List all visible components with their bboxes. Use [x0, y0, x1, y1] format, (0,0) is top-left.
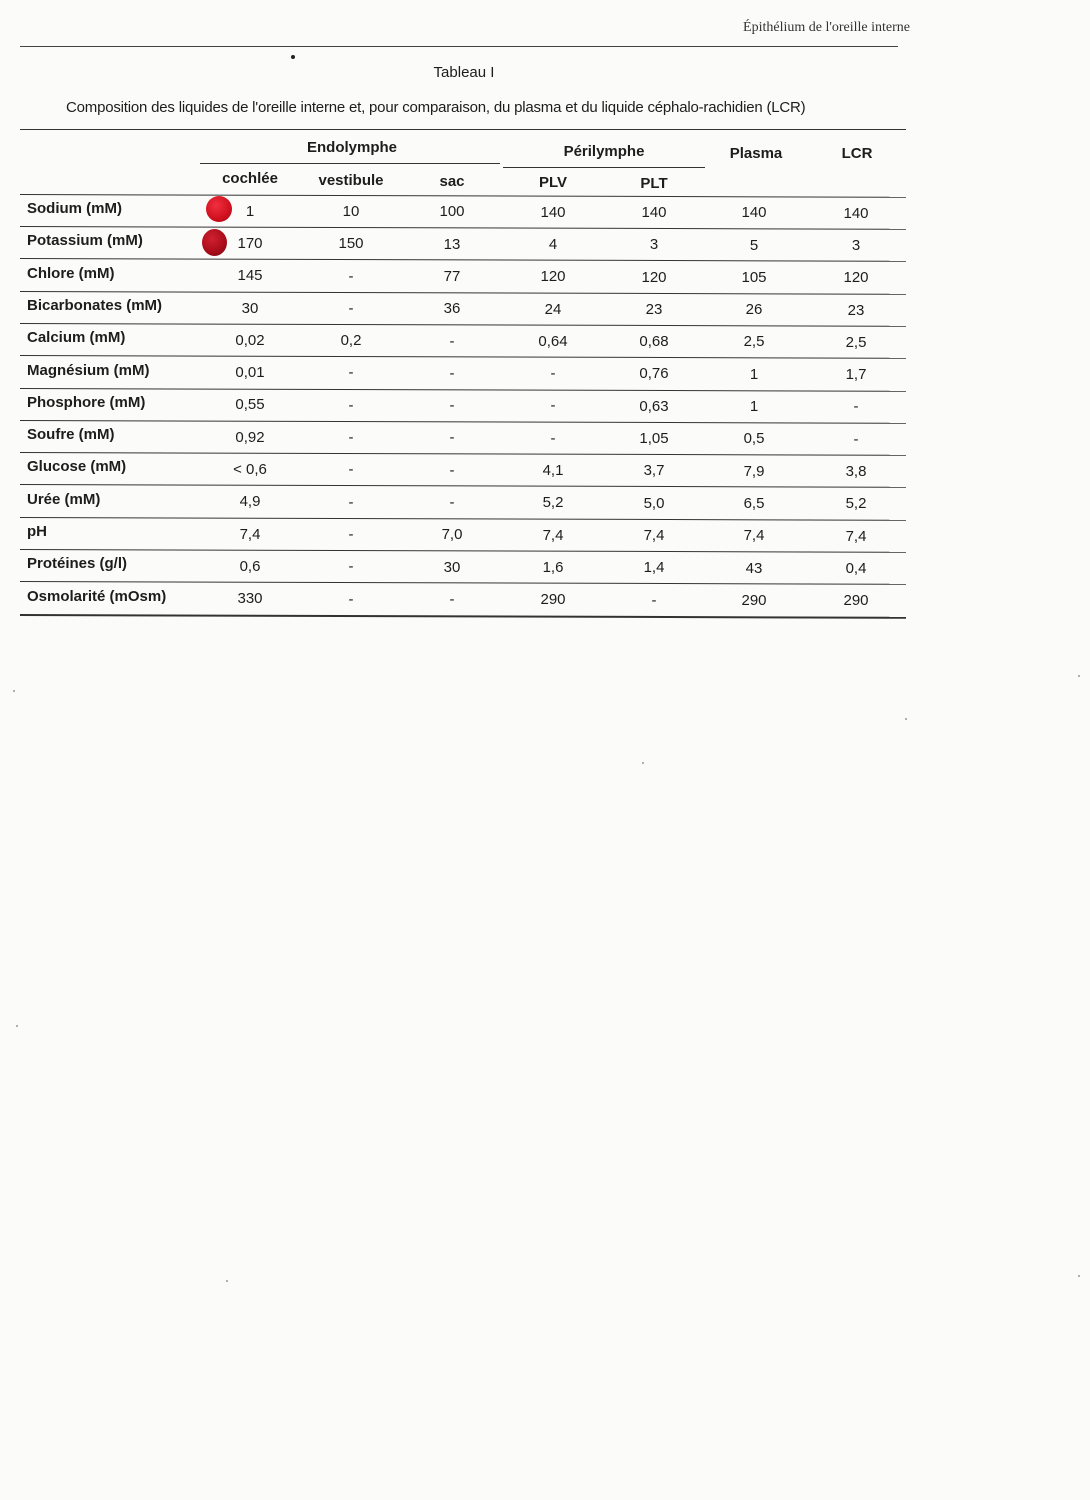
- table-cell: 140: [843, 204, 869, 222]
- table-cell: 2,5: [845, 333, 867, 351]
- row-divider: [20, 549, 906, 553]
- table-cell: 77: [443, 267, 461, 285]
- table-cell: 1,7: [845, 366, 867, 384]
- row-divider: [20, 420, 906, 424]
- sodium-marker: [206, 196, 232, 222]
- table-cell: 13: [443, 235, 461, 253]
- row-label: Urée (mM): [27, 490, 101, 508]
- subheader-cochlee: cochlée: [222, 170, 278, 187]
- table-cell: 30: [443, 558, 461, 576]
- subheader-vestibule: vestibule: [318, 172, 384, 189]
- table-cell: -: [449, 429, 455, 447]
- row-label: Magnésium (mM): [27, 361, 150, 379]
- table-cell: 140: [741, 204, 767, 222]
- table-cell: -: [449, 494, 455, 512]
- table-cell: 7,0: [441, 526, 463, 544]
- table-cell: 7,4: [239, 525, 261, 543]
- row-label: Sodium (mM): [27, 200, 122, 217]
- row-label: Soufre (mM): [27, 426, 115, 444]
- table-cell: -: [348, 364, 354, 382]
- row-divider: [20, 452, 906, 456]
- running-header: Épithélium de l'oreille interne: [743, 20, 910, 35]
- row-label: Potassium (mM): [27, 232, 143, 250]
- endolymphe-underline: [200, 163, 500, 164]
- table-cell: 7,4: [743, 527, 765, 545]
- table-cell: 0,55: [235, 396, 265, 414]
- scan-speck: [905, 718, 907, 720]
- row-label: Calcium (mM): [27, 329, 126, 347]
- row-label: Chlore (mM): [27, 264, 115, 282]
- row-divider: [20, 323, 906, 327]
- table-cell: -: [348, 267, 354, 285]
- table-cell: -: [449, 461, 455, 479]
- row-divider: [20, 517, 906, 521]
- table-cell: 1: [749, 365, 759, 383]
- row-divider: [20, 258, 906, 262]
- table-cell: 3,7: [643, 462, 665, 480]
- scan-speck: [642, 762, 644, 764]
- header-perilymphe: Périlymphe: [563, 143, 645, 160]
- top-rule: [20, 46, 898, 47]
- row-label: Glucose (mM): [27, 458, 127, 476]
- table-cell: -: [853, 430, 859, 448]
- scan-speck: [13, 690, 15, 692]
- row-label: Bicarbonates (mM): [27, 296, 163, 314]
- table-cell: -: [449, 590, 455, 608]
- row-divider: [20, 291, 906, 295]
- table-cell: 2,5: [743, 333, 765, 351]
- table-cell: 1: [245, 202, 255, 220]
- table-cell: 0,6: [239, 557, 261, 575]
- table-cell: 140: [540, 203, 566, 221]
- table-cell: -: [348, 461, 354, 479]
- row-divider: [20, 355, 906, 359]
- scan-speck: [1078, 1275, 1080, 1277]
- scan-speck: [226, 1280, 228, 1282]
- table-cell: 105: [741, 268, 767, 286]
- table-cell: 7,4: [643, 526, 665, 544]
- table-cell: 7,4: [542, 526, 564, 544]
- perilymphe-underline: [503, 167, 705, 168]
- table-cell: 23: [645, 300, 663, 318]
- scan-speck: [16, 1025, 18, 1027]
- row-divider: [20, 614, 906, 619]
- table-cell: 0,68: [639, 333, 669, 351]
- table-cell: 4: [548, 235, 558, 253]
- row-divider: [20, 484, 906, 488]
- table-cell: 0,5: [743, 430, 765, 448]
- table-cell: 7,9: [743, 462, 765, 480]
- table-cell: 4,9: [239, 493, 261, 511]
- subheader-sac: sac: [439, 173, 465, 190]
- table-title: Tableau I: [433, 64, 495, 81]
- table-cell: 0,02: [235, 331, 265, 349]
- subheader-plv: PLV: [538, 174, 568, 191]
- table-cell: 145: [237, 267, 263, 285]
- scan-speck: [1078, 675, 1080, 677]
- table-cell: 7,4: [845, 527, 867, 545]
- header-plasma: Plasma: [729, 145, 783, 162]
- table-cell: 5: [749, 236, 759, 254]
- table-cell: -: [348, 525, 354, 543]
- table-cell: 5,2: [845, 495, 867, 513]
- table-cell: -: [348, 558, 354, 576]
- row-label: Protéines (g/l): [27, 555, 128, 573]
- row-divider: [20, 226, 906, 230]
- table-cell: 26: [745, 301, 763, 319]
- table-cell: 6,5: [743, 494, 765, 512]
- table-cell: -: [348, 493, 354, 511]
- table-cell: 1,4: [643, 559, 665, 577]
- print-dot: [291, 55, 295, 59]
- header-endolymphe: Endolymphe: [306, 139, 397, 156]
- row-label: Osmolarité (mOsm): [27, 587, 167, 605]
- header-bottom-rule: [20, 194, 906, 198]
- row-label: pH: [27, 523, 47, 540]
- table-cell: -: [550, 429, 556, 447]
- table-cell: 1,6: [542, 558, 564, 576]
- table-cell: 3: [649, 236, 659, 254]
- table-cell: 140: [641, 203, 667, 221]
- table-cell: -: [348, 299, 354, 317]
- table-cell: 5,0: [643, 494, 665, 512]
- table-caption: Composition des liquides de l'oreille interne et, pour comparaison, du plasma et du liquide céphalo-rachidien (LCR): [66, 99, 806, 116]
- table-cell: 30: [241, 299, 259, 317]
- table-cell: 290: [540, 591, 566, 609]
- subheader-plt: PLT: [640, 175, 668, 192]
- table-cell: 120: [641, 268, 667, 286]
- table-cell: 0,01: [235, 364, 265, 382]
- table-cell: 150: [338, 235, 364, 253]
- table-cell: 170: [237, 234, 263, 252]
- table-cell: 0,63: [639, 397, 669, 415]
- potassium-marker: [202, 229, 227, 256]
- table-cell: 120: [843, 269, 869, 287]
- table-cell: -: [550, 365, 556, 383]
- table-cell: 120: [540, 268, 566, 286]
- table-cell: -: [449, 332, 455, 350]
- header-lcr: LCR: [841, 145, 873, 162]
- table-cell: 43: [745, 559, 763, 577]
- table-cell: 1: [749, 398, 759, 416]
- table-cell: -: [853, 398, 859, 416]
- table-cell: -: [550, 397, 556, 415]
- table-cell: -: [348, 429, 354, 447]
- table-cell: -: [651, 591, 657, 609]
- table-cell: < 0,6: [233, 461, 267, 479]
- table-cell: 3,8: [845, 463, 867, 480]
- table-cell: 24: [544, 300, 562, 318]
- table-cell: 0,4: [845, 559, 867, 577]
- table-cell: 36: [443, 300, 461, 318]
- table-top-rule: [20, 129, 906, 130]
- row-divider: [20, 581, 906, 585]
- table-cell: 1,05: [639, 430, 669, 448]
- table-cell: 330: [237, 590, 263, 608]
- row-divider: [20, 388, 906, 392]
- table-cell: 100: [439, 203, 465, 221]
- table-cell: -: [348, 590, 354, 608]
- table-cell: -: [449, 397, 455, 415]
- table-cell: -: [449, 364, 455, 382]
- table-cell: 290: [741, 591, 767, 609]
- table-cell: 4,1: [542, 462, 564, 480]
- table-cell: 290: [843, 592, 869, 610]
- table-cell: 0,2: [340, 332, 362, 350]
- row-label: Phosphore (mM): [27, 393, 146, 411]
- table-cell: 5,2: [542, 494, 564, 512]
- table-cell: 0,92: [235, 428, 265, 446]
- table-cell: 0,64: [538, 332, 568, 350]
- table-cell: 0,76: [639, 365, 669, 383]
- table-cell: -: [348, 396, 354, 414]
- table-cell: 3: [851, 236, 861, 254]
- table-cell: 23: [847, 301, 865, 319]
- table-cell: 10: [342, 202, 360, 220]
